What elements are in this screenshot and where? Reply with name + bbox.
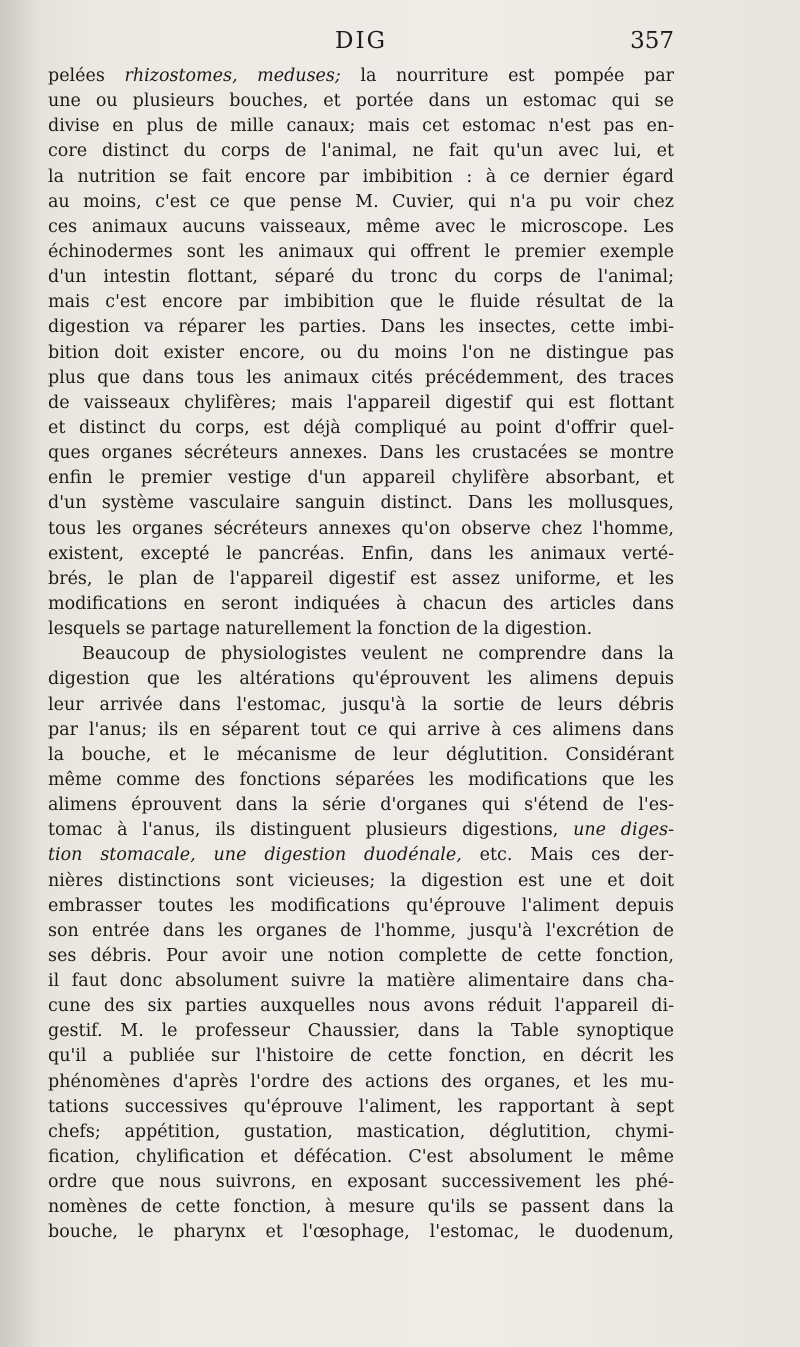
line-text: bouche, le pharynx et l'œsophage, l'estomac, le duodenum,: [48, 1222, 674, 1243]
text-line: [48, 466, 674, 491]
text-line: [48, 391, 674, 416]
text-line: [48, 1220, 674, 1245]
line-text: leur arrivée dans l'estomac, jusqu'à la sortie de leurs débris: [48, 694, 674, 715]
text-line: [48, 693, 674, 718]
text-line: [48, 1195, 674, 1220]
text-line: [48, 1044, 674, 1069]
text-line: [48, 1095, 674, 1120]
line-text: de vaisseaux chylifères; mais l'appareil digestif qui est flottant: [48, 392, 674, 413]
text-line: [48, 969, 674, 994]
line-text: fication, chylification et défécation. C'est absolument le même: [48, 1147, 674, 1168]
line-text: tations successives qu'éprouve l'aliment, les rapportant à sept: [48, 1096, 674, 1117]
line-text: cune des six parties auxquelles nous avons réduit l'appareil di-: [48, 996, 674, 1017]
line-text: la bouche, et le mécanisme de leur déglutition. Considérant: [48, 744, 674, 765]
page-number: 357: [630, 28, 674, 54]
text-line: [48, 617, 674, 642]
text-line: [48, 1120, 674, 1145]
text-line: [48, 592, 674, 617]
line-text: nomènes de cette fonction, à mesure qu'ils se passent dans la: [48, 1197, 674, 1218]
text-line: [48, 944, 674, 969]
line-text: embrasser toutes les modifications qu'éprouve l'aliment depuis: [48, 895, 674, 916]
line-text: brés, le plan de l'appareil digestif est assez uniforme, et les: [48, 568, 674, 589]
text-line: [48, 139, 674, 164]
text-line: [48, 190, 674, 215]
text-line: [48, 1170, 674, 1195]
line-text: digestion va réparer les parties. Dans les insectes, cette imbi-: [48, 317, 674, 338]
text-line: [48, 793, 674, 818]
line-text: tous les organes sécréteurs annexes qu'on observe chez l'homme,: [48, 518, 674, 539]
text-line: [48, 994, 674, 1019]
text-line: [48, 894, 674, 919]
line-text: il faut donc absolument suivre la matière alimentaire dans cha-: [48, 971, 674, 992]
text-line: [48, 290, 674, 315]
line-text: plus que dans tous les animaux cités précédemment, des traces: [48, 367, 674, 388]
text-line: [48, 366, 674, 391]
text-line: [48, 843, 674, 868]
text-line: [48, 1145, 674, 1170]
line-text: tomac à l'anus, ils distinguent plusieurs digestions,: [48, 820, 574, 841]
text-line: [48, 441, 674, 466]
body-text: [48, 64, 674, 1246]
text-line: [48, 667, 674, 692]
text-line: [48, 869, 674, 894]
line-text: Beaucoup de physiologistes veulent ne comprendre dans la: [82, 644, 674, 665]
line-text: son entrée dans les organes de l'homme, jusqu'à l'excrétion de: [48, 920, 674, 941]
text-line: [48, 517, 674, 542]
line-text: etc. Mais ces der-: [461, 845, 674, 866]
line-text: une ou plusieurs bouches, et portée dans un estomac qui se: [48, 91, 674, 112]
line-text: modifications en seront indiquées à chacun des articles dans: [48, 593, 674, 614]
line-text: core distinct du corps de l'animal, ne fait qu'un avec lui, et: [48, 141, 674, 162]
line-text: chefs; appétition, gustation, mastication, déglutition, chymi-: [48, 1121, 674, 1142]
line-text: la nutrition se fait encore par imbibition : à ce dernier égard: [48, 166, 674, 187]
line-text: mais c'est encore par imbibition que le fluide résultat de la: [48, 292, 674, 313]
text-line: [48, 1070, 674, 1095]
line-text: ces animaux aucuns vaisseaux, même avec le microscope. Les: [48, 216, 674, 237]
line-text: pelées: [48, 66, 125, 86]
text-line: [48, 165, 674, 190]
line-text: bition doit exister encore, ou du moins l'on ne distingue pas: [48, 342, 674, 363]
line-text: digestion que les altérations qu'éprouvent les alimens depuis: [48, 669, 674, 690]
text-line: [48, 416, 674, 441]
line-text: alimens éprouvent dans la série d'organes qui s'étend de l'es-: [48, 795, 674, 816]
text-line: [48, 491, 674, 516]
text-line: [48, 265, 674, 290]
line-text: d'un système vasculaire sanguin distinct. Dans les mollusques,: [48, 493, 674, 514]
italic-text: une diges-: [573, 820, 674, 841]
line-text: ques organes sécréteurs annexes. Dans les crustacées se montre: [48, 443, 674, 464]
line-text: phénomènes d'après l'ordre des actions des organes, et les mu-: [48, 1071, 674, 1092]
line-text: et distinct du corps, est déjà compliqué au point d'offrir quel-: [48, 417, 674, 438]
line-text: qu'il a publiée sur l'histoire de cette fonction, en décrit les: [48, 1046, 674, 1067]
line-text: enfin le premier vestige d'un appareil chylifère absorbant, et: [48, 468, 674, 489]
text-line: [48, 743, 674, 768]
text-line: [48, 567, 674, 592]
line-text: d'un intestin flottant, séparé du tronc du corps de l'animal;: [48, 267, 674, 288]
text-line: [48, 542, 674, 567]
line-text: ses débris. Pour avoir une notion complette de cette fonction,: [48, 945, 674, 966]
text-line: [48, 64, 674, 89]
line-text: la nourriture est pompée par: [340, 66, 674, 86]
text-line: [48, 1019, 674, 1044]
line-text: échinodermes sont les animaux qui offrent le premier exemple: [48, 241, 674, 262]
page-header: [48, 28, 674, 64]
italic-text: tion stomacale, une digestion duodénale,: [48, 845, 462, 866]
text-line: [48, 315, 674, 340]
italic-text: rhizostomes, meduses;: [124, 66, 341, 86]
text-line: [48, 718, 674, 743]
line-text: ordre que nous suivrons, en exposant successivement les phé-: [48, 1172, 674, 1193]
text-line: [48, 341, 674, 366]
text-line: [48, 768, 674, 793]
line-text: divise en plus de mille canaux; mais cet estomac n'est pas en-: [48, 116, 674, 137]
line-text: au moins, c'est ce que pense M. Cuvier, qui n'a pu voir chez: [48, 191, 674, 212]
running-head: DIG: [335, 28, 387, 54]
line-text: par l'anus; ils en séparent tout ce qui arrive à ces alimens dans: [48, 719, 674, 740]
text-line: [48, 642, 674, 667]
text-line: [48, 215, 674, 240]
text-line: [48, 89, 674, 114]
line-text: même comme des fonctions séparées les modifications que les: [48, 769, 674, 790]
line-text: gestif. M. le professeur Chaussier, dans la Table synoptique: [48, 1021, 674, 1042]
text-line: [48, 114, 674, 139]
line-text: existent, excepté le pancréas. Enfin, dans les animaux verté-: [48, 543, 674, 564]
text-line: [48, 919, 674, 944]
line-text: lesquels se partage naturellement la fonction de la digestion.: [48, 619, 593, 640]
text-line: [48, 818, 674, 843]
line-text: nières distinctions sont vicieuses; la digestion est une et doit: [48, 870, 674, 891]
text-line: [48, 240, 674, 265]
